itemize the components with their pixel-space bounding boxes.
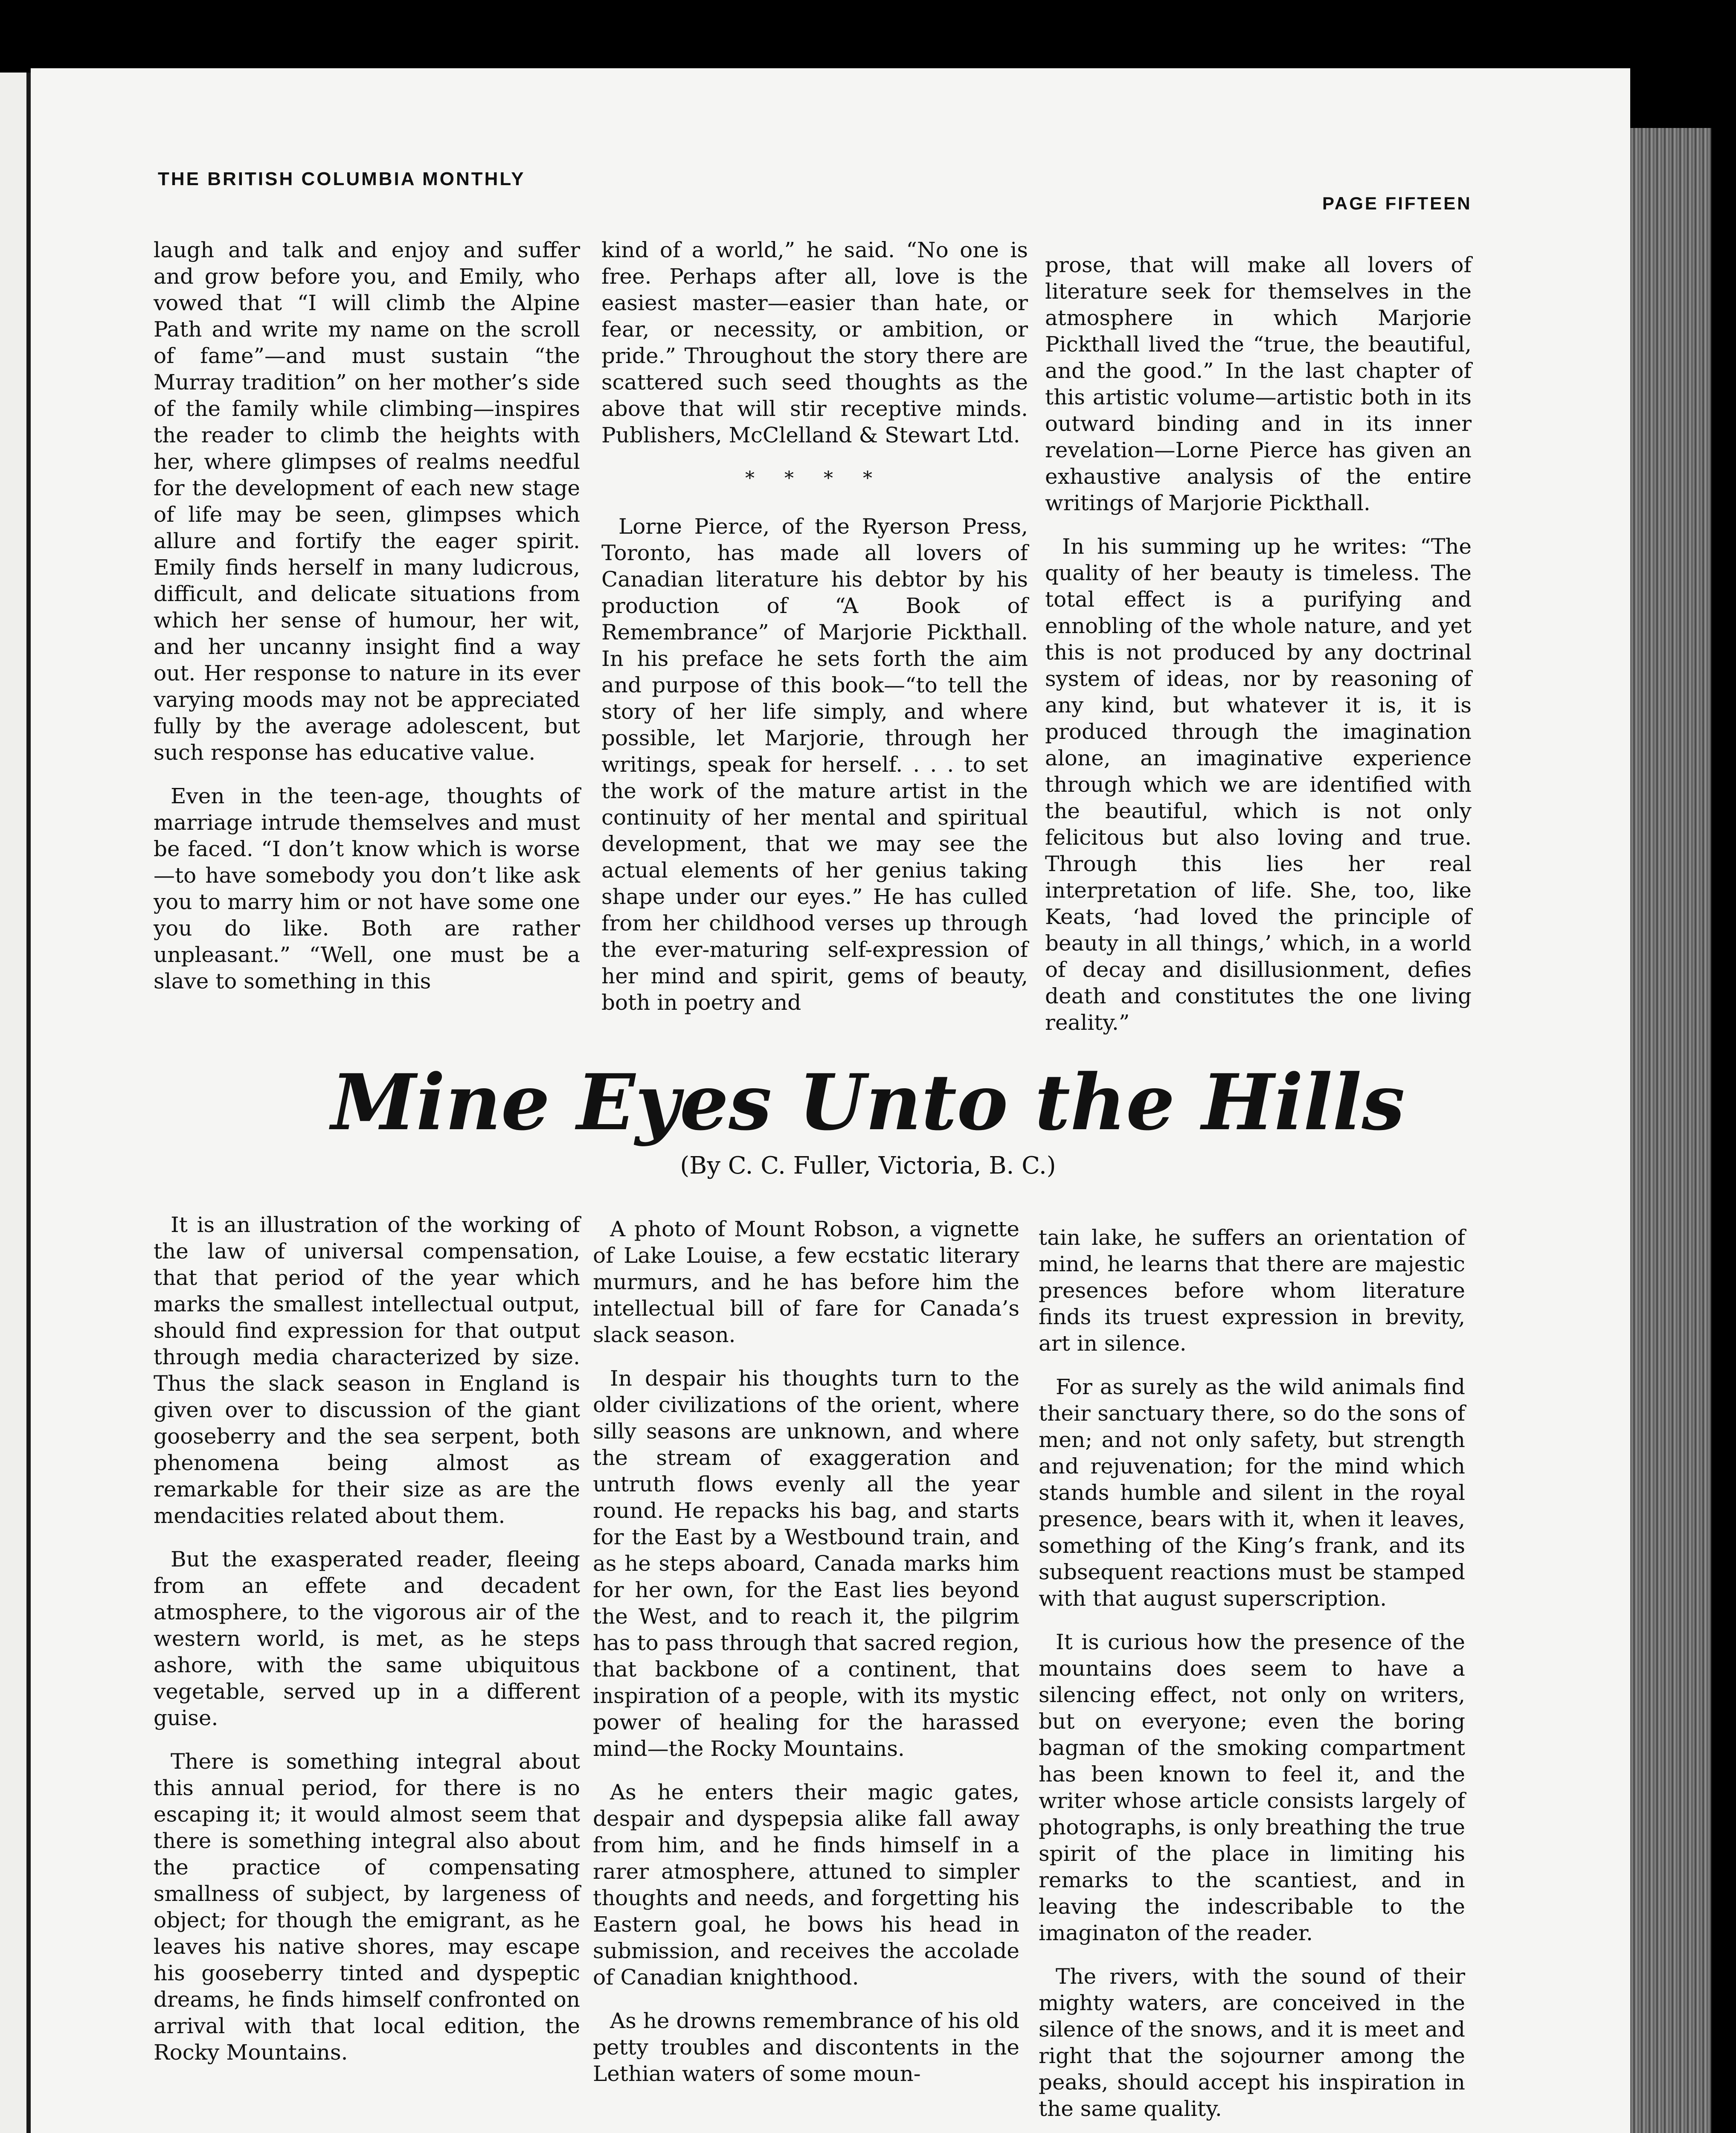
page-number: PAGE FIFTEEN [1322,193,1472,213]
top-column-2 [601,237,1028,1033]
magazine-title: THE BRITISH COLUMBIA MONTHLY [158,169,525,189]
paragraph: tain lake, he suffers an orientation of mind, he learns that there are majestic presences before whom literature finds its truest expression in brevity, art in silence. [1039,1225,1465,1356]
article-column-1 [154,1212,580,2083]
paragraph: In his summing up he writes: “The quality of her beauty is timeless. The total effect is a purifying and ennobling of the whole nature, and yet this is not produced by any doctrinal system of ideas, nor by reasoning of any kind, but whatever it is, it is produced through the imagination alone, an imaginative experience through which we are identified with the beautiful, which is not only felicitous but also loving and true. Through this lies her real interpretation of life. She, too, like Keats, ‘had loved the principle of beauty in all things,’ which, in a world of decay and disillusionment, defies death and constitutes the one living reality.” [1045,534,1472,1035]
paragraph: A photo of Mount Robson, a vignette of Lake Louise, a few ecstatic literary murmurs, and he has before him the intellectual bill of fare for Canada’s slack season. [593,1217,1019,1347]
section-separator: * * * * [745,468,884,489]
paragraph: There is something integral about this annual period, for there is no escaping it; it would almost seem that there is something integral also about the practice of compensating smallness of subject, by largeness of object; for though the emigrant, as he leaves his native shores, may escape his gooseberry tinted and dyspeptic dreams, he finds himself confronted on arrival with that local edition, the Rocky Mountains. [154,1749,580,2065]
top-column-3 [1045,252,1472,1053]
paragraph: The rivers, with the sound of their mighty waters, are conceived in the silence of the snows, and it is meet and right that the sojourner among the peaks, should accept his inspiration in the same quality. [1039,1964,1465,2121]
paragraph: For as surely as the wild animals find their sanctuary there, so do the sons of men; and not only safety, but strength and rejuvenation; for the mind which stands humble and silent in the royal presence, bears with it, when it leaves, something of the King’s frank, and its subsequent reactions must be stamped with that august superscription. [1039,1375,1465,1611]
paragraph: Even in the teen-age, thoughts of marriage intrude themselves and must be faced. “I don’t know which is worse—to have somebody you don’t like ask you to marry him or not have some one you do like. Both are rather unpleasant.” “Well, one must be a slave to something in this [154,784,580,994]
paragraph: But the exasperated reader, fleeing from an effete and decadent atmosphere, to the vigorous air of the western world, is met, as he steps ashore, with the same ubiquitous vegetable, served up in a different guise. [154,1547,580,1730]
paragraph: It is an illustration of the working of the law of universal compensation, that that period of the year which marks the smallest intellectual output, should find expression for that output through media characterized by size. Thus the slack season in England is given over to discussion of the giant gooseberry and the sea serpent, both phenomena being almost as remarkable for their size as are the mendacities related about them. [154,1212,580,1528]
article-headline: Mine Eyes Unto the Hills [331,1058,1405,1148]
article-column-3 [1039,1224,1465,2133]
top-column-1 [154,237,580,1011]
article-column-2 [593,1216,1019,2104]
paragraph: kind of a world,” he said. “No one is free. Perhaps after all, love is the easiest master—easier than hate, or fear, or necessity, or ambition, or pride.” Throughout the story there are scattered such seed thoughts as the above that will stir receptive minds. Publishers, McClelland & Stewart Ltd. [601,238,1028,448]
paragraph: As he drowns remembrance of his old petty troubles and discontents in the Lethian waters of some moun- [593,2008,1019,2086]
paragraph: laugh and talk and enjoy and suffer and grow before you, and Emily, who vowed that “I will climb the Alpine Path and write my name on the scroll of fame”—and must sustain “the Murray tradition” on her mother’s side of the family while climbing—inspires the reader to climb the heights with her, where glimpses of realms needful for the development of each new stage of life may be seen, glimpses which allure and fortify the eager spirit. Emily finds herself in many ludicrous, difficult, and delicate situations from which her sense of humour, her wit, and her uncanny insight find a way out. Her response to nature in its ever varying moods may not be appreciated fully by the average adolescent, but such response has educative value. [154,238,580,765]
paragraph: In despair his thoughts turn to the older civilizations of the orient, where silly seasons are unknown, and where the stream of exaggeration and untruth flows evenly all the year round. He repacks his bag, and starts for the East by a Westbound train, and as he steps aboard, Canada marks him for her own, for the East lies beyond the West, and to reach it, the pilgrim has to pass through that sacred region, that backbone of a continent, that inspiration of a people, with its mystic power of healing for the harassed mind—the Rocky Mountains. [593,1366,1019,1761]
paragraph: As he enters their magic gates, despair and dyspepsia alike fall away from him, and he finds himself in a rarer atmosphere, attuned to simpler thoughts and needs, and forgetting his Eastern goal, he bows his head in submission, and receives the accolade of Canadian knighthood. [593,1780,1019,1990]
paragraph: prose, that will make all lovers of literature seek for themselves in the atmosphere in which Marjorie Pickthall lived the “true, the beautiful, and the good.” In the last chapter of this artistic volume—artistic both in its outward binding and in its inner revelation—Lorne Pierce has given an exhaustive analysis of the entire writings of Marjorie Pickthall. [1045,253,1472,515]
paragraph: Lorne Pierce, of the Ryerson Press, Toronto, has made all lovers of Canadian literature his debtor by his production of “A Book of Remembrance” of Marjorie Pickthall. In his preface he sets forth the aim and purpose of this book—“to tell the story of her life simply, and where possible, let Marjorie, through her writings, speak for herself. . . . to set the work of the mature artist in the continuity of her mental and spiritual development, that we may see the actual elements of her genius taking shape under our eyes.” He has culled from her childhood verses up through the ever-maturing self-expression of her mind and spirit, gems of beauty, both in poetry and [601,514,1028,1015]
paragraph: It is curious how the presence of the mountains does seem to have a silencing effect, not only on writers, but on everyone; even the boring bagman of the smoking compartment has been known to feel it, and the writer whose article consists largely of photographs, is only breathing the true spirit of the place in limiting his remarks to the scantiest, and in leaving the indescribable to the imaginaton of the reader. [1039,1630,1465,1945]
article-byline: (By C. C. Fuller, Victoria, B. C.) [680,1152,1056,1180]
